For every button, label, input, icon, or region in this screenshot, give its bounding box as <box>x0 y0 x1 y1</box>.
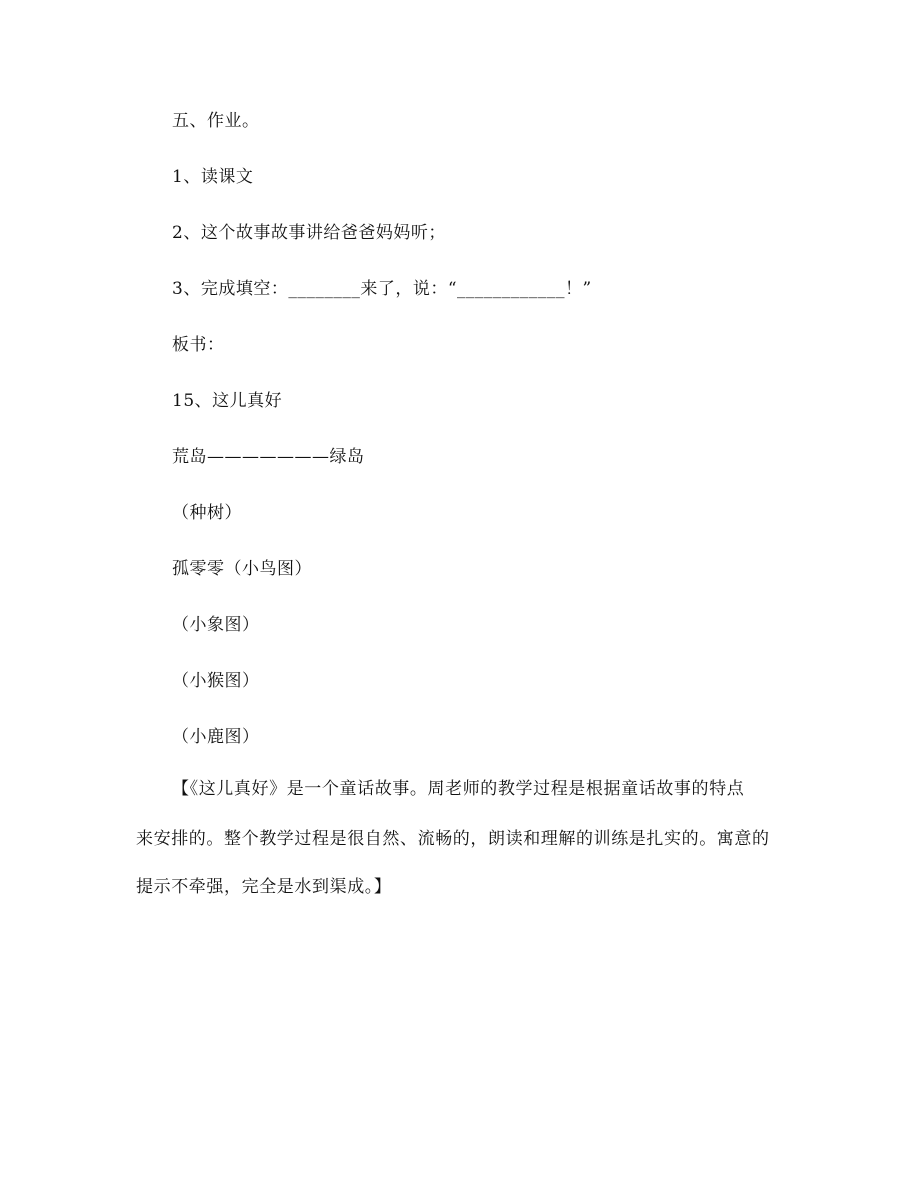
comment-line-3: 提示不牵强，完全是水到渠成。】 <box>136 877 392 897</box>
board-line-3: 孤零零（小鸟图） <box>172 559 312 579</box>
board-line-4: （小象图） <box>172 615 260 635</box>
board-title: 15、这儿真好 <box>172 391 283 411</box>
board-line-2: （种树） <box>172 503 242 523</box>
homework-item-2: 2、这个故事故事讲给爸爸妈妈听； <box>172 223 446 243</box>
board-line-1: 荒岛———————绿岛 <box>172 447 365 467</box>
homework-heading: 五、作业。 <box>172 111 260 131</box>
comment-line-1: 【《这儿真好》是一个童话故事。周老师的教学过程是根据童话故事的特点 <box>172 779 745 799</box>
homework-item-3: 3、完成填空：________来了，说：“____________！” <box>172 279 592 299</box>
homework-item-1: 1、读课文 <box>172 167 254 187</box>
board-line-5: （小猴图） <box>172 671 260 691</box>
board-label: 板书： <box>172 335 225 355</box>
board-line-6: （小鹿图） <box>172 727 260 747</box>
comment-line-2: 来安排的。整个教学过程是很自然、流畅的，朗读和理解的训练是扎实的。寓意的 <box>136 829 770 849</box>
